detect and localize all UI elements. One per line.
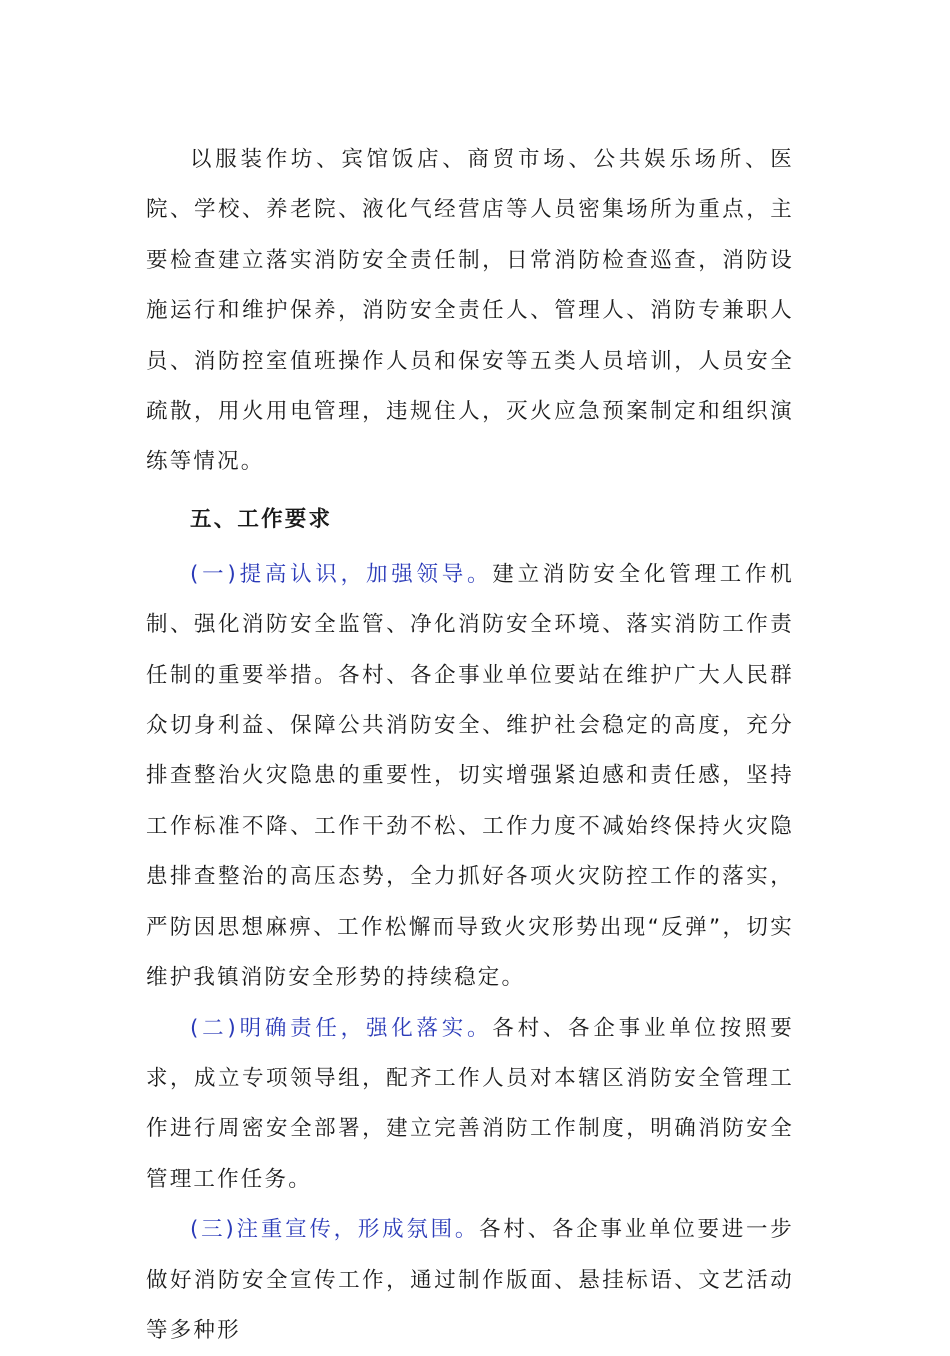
requirement-item-2-body: 各村、各企事业单位按照要求，成立专项领导组，配齐工作人员对本辖区消防安全管理工作进行周密安全部署，建立完善消防工作制度，明确消防安全管理工作任务。	[146, 1015, 794, 1192]
requirement-item-1-body: 建立消防安全化管理工作机制、强化消防安全监管、净化消防安全环境、落实消防工作责任制的重要举措。各村、各企事业单位要站在维护广大人民群众切身利益、保障公共消防安全、维护社会稳定的高度，充分排查整治火灾隐患的重要性，切实增强紧迫感和责任感，坚持工作标准不降、工作干劲不松、工作力度不减始终保持火灾隐患排查整治的高压态势，全力抓好各项火灾防控工作的落实，严防因思想麻痹、工作松懈而导致火灾形势出现“反弹”，切实维护我镇消防安全形势的持续稳定。	[146, 561, 794, 991]
requirement-item-2-title: (二)明确责任，强化落实。	[190, 1015, 493, 1041]
requirement-item-3	[146, 1205, 794, 1356]
requirement-item-1-title: (一)提高认识，加强领导。	[190, 561, 493, 587]
intro-paragraph: 以服装作坊、宾馆饭店、商贸市场、公共娱乐场所、医院、学校、养老院、液化气经营店等人员密集场所为重点，主要检查建立落实消防安全责任制，日常消防检查巡查，消防设施运行和维护保养，消防安全责任人、管理人、消防专兼职人员、消防控室值班操作人员和保安等五类人员培训，人员安全疏散，用火用电管理，违规住人，灭火应急预案制定和组织演练等情况。	[146, 147, 794, 475]
requirement-item-1	[146, 550, 794, 1004]
requirement-item-3-title: (三)注重宣传，形成氛围。	[190, 1217, 480, 1243]
section-heading: 五、工作要求	[190, 506, 333, 532]
requirement-item-2	[146, 1004, 794, 1206]
requirement-item-3-body: 各村、各企事业单位要进一步做好消防安全宣传工作，通过制作版面、悬挂标语、文艺活动等多种形	[146, 1217, 794, 1343]
document-body	[146, 135, 794, 1356]
